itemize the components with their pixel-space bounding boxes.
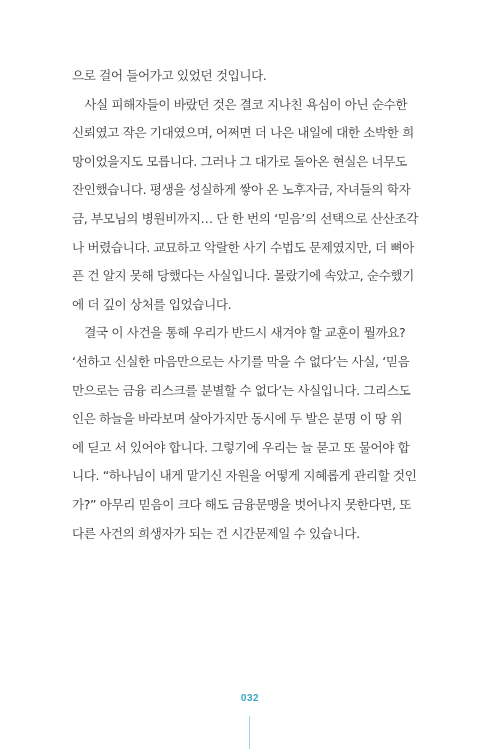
text-line: 가?” 아무리 믿음이 크다 해도 금융문맹을 벗어나지 못한다면, 또 [72,496,411,512]
text-line: 나 버렸습니다. 교묘하고 악랄한 사기 수법도 문제였지만, 더 뼈아 [72,239,414,255]
text-line: 픈 건 알지 못해 당했다는 사실입니다. 몰랐기에 속았고, 순수했기 [72,268,414,284]
text-line: 에 딛고 서 있어야 합니다. 그렇기에 우리는 늘 묻고 또 물어야 합 [72,439,410,455]
text-line: 으로 걸어 들어가고 있었던 것입니다. [72,68,267,83]
body-text [72,62,428,548]
text-line: 니다. “하나님이 내게 맡기신 자원을 어떻게 지혜롭게 관리할 것인 [72,468,417,484]
text-line: 다른 사건의 희생자가 되는 건 시간문제일 수 있습니다. [72,525,360,541]
text-line: 인은 하늘을 바라보며 살아가지만 동시에 두 발은 분명 이 땅 위 [72,411,403,427]
text-line: 금, 부모님의 병원비까지… 단 한 번의 ‘믿음’의 선택으로 산산조각 [72,210,418,226]
text-line: 망이었을지도 모릅니다. 그러나 그 대가로 돌아온 현실은 너무도 [72,153,407,169]
text-line: 사실 피해자들이 바랐던 것은 결코 지나친 욕심이 아닌 순수한 [72,96,408,112]
text-line: ‘선하고 신실한 마음만으로는 사기를 막을 수 없다’는 사실, ‘믿음 [72,353,410,369]
text-line: 결국 이 사건을 통해 우리가 반드시 새겨야 할 교훈이 뭘까요? [72,325,406,341]
page-number: 032 [240,693,260,704]
page-footer-rule [249,716,250,749]
text-line: 신뢰였고 작은 기대였으며, 어쩌면 더 나은 내일에 대한 소박한 희 [72,125,414,141]
text-line: 에 더 깊이 상처를 입었습니다. [72,296,232,312]
text-line: 잔인했습니다. 평생을 성실하게 쌓아 온 노후자금, 자녀들의 학자 [72,182,411,198]
text-line: 만으로는 금융 리스크를 분별할 수 없다’는 사실입니다. 그리스도 [72,382,411,398]
